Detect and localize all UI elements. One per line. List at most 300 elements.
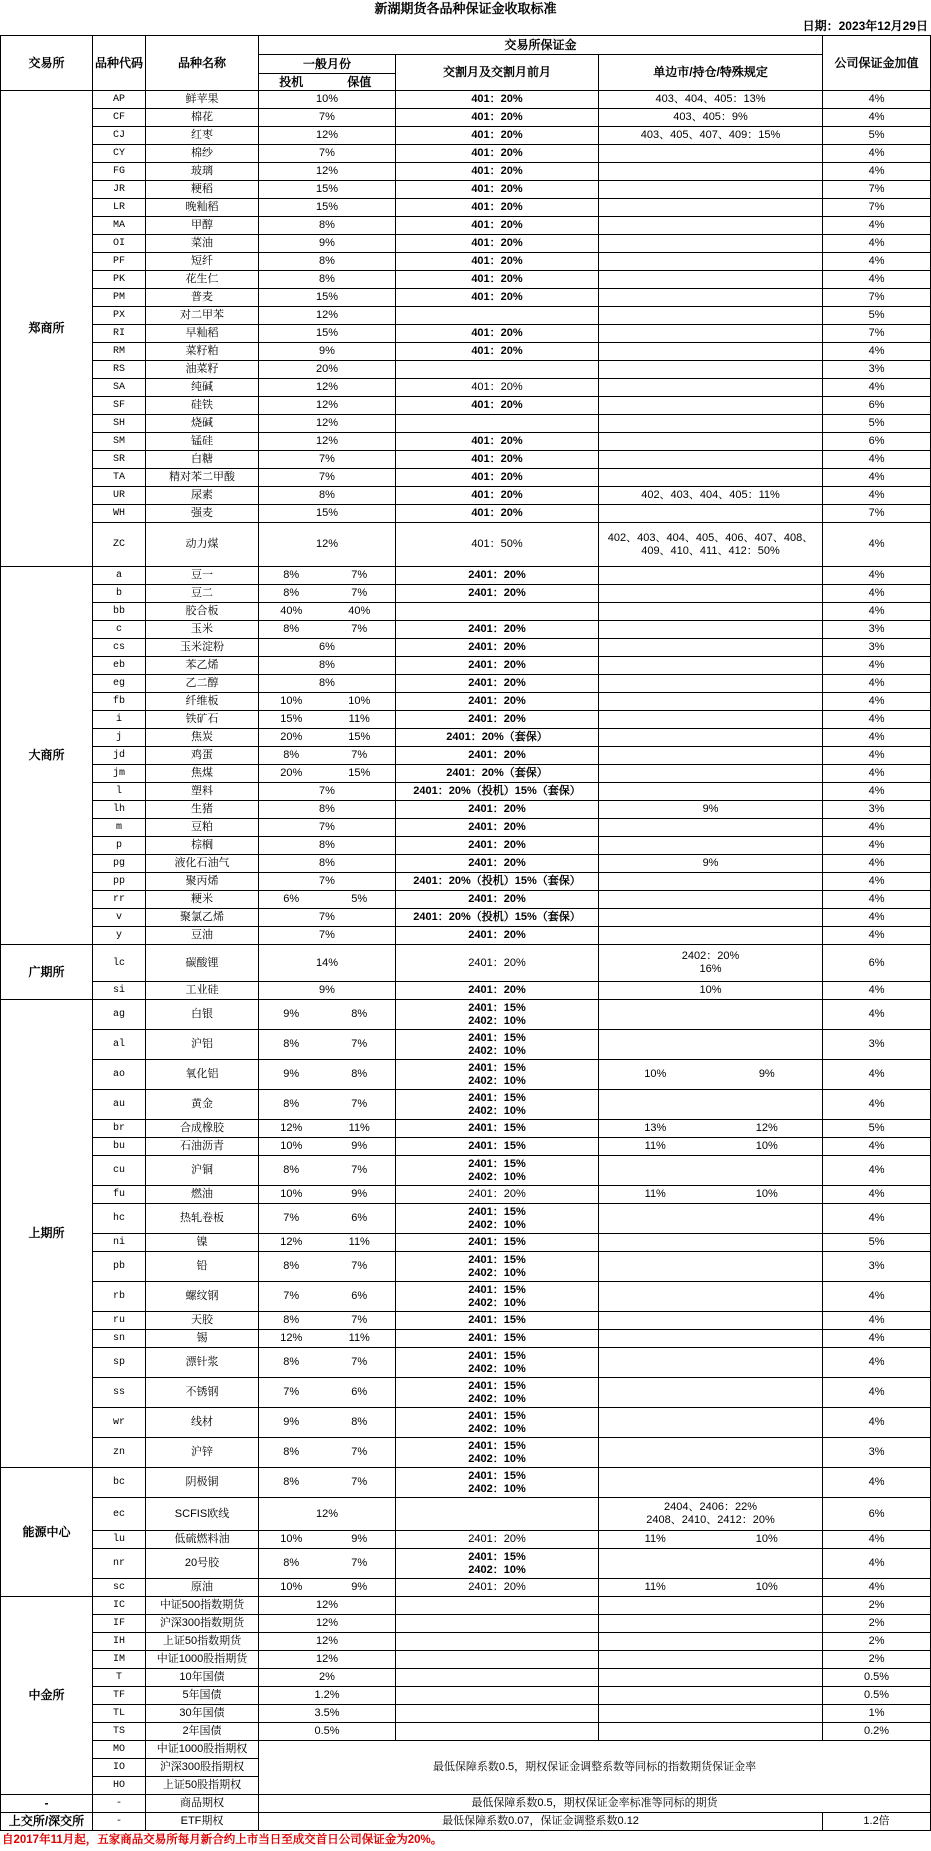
delivery-line: 2401：15%	[468, 1061, 526, 1074]
general-margin: 10%	[259, 91, 396, 109]
product-row	[1, 433, 931, 451]
product-code: ss	[93, 1378, 146, 1408]
product-name: 晚籼稻	[146, 199, 259, 217]
delivery-month-margin	[396, 783, 599, 801]
exchange-name: -	[1, 1795, 93, 1813]
product-name: 棉纱	[146, 145, 259, 163]
product-name: 精对苯二甲酸	[146, 469, 259, 487]
special-margin	[599, 1090, 823, 1120]
product-code: UR	[93, 487, 146, 505]
product-name: 不锈钢	[146, 1378, 259, 1408]
company-margin-addon: 4%	[823, 1468, 931, 1498]
product-row	[1, 837, 931, 855]
product-row	[1, 1615, 931, 1633]
special-margin	[599, 1378, 823, 1408]
delivery-line: 2402：10%	[468, 1266, 526, 1279]
options-margin-note: 最低保障系数0.5，期权保证金率标准等同标的期货	[259, 1795, 931, 1813]
general-margin: 15%	[259, 199, 396, 217]
delivery-line: 2401：15%	[468, 1550, 526, 1563]
special-margin	[599, 801, 823, 819]
product-row	[1, 217, 931, 235]
special-margin	[599, 909, 823, 927]
special-margin	[599, 397, 823, 415]
speculation-margin: 20%	[259, 729, 324, 747]
company-margin-addon: 3%	[823, 1252, 931, 1282]
general-margin: 12%	[259, 307, 396, 325]
delivery-line: 2401：15%	[468, 1122, 526, 1134]
product-code: SF	[93, 397, 146, 415]
product-code: IH	[93, 1633, 146, 1651]
company-margin-addon: 4%	[823, 982, 931, 1000]
company-margin-addon: 4%	[823, 91, 931, 109]
delivery-line: 2402：10%	[468, 1014, 526, 1027]
general-margin: 0.5%	[259, 1723, 396, 1741]
delivery-month-margin	[396, 693, 599, 711]
product-code: b	[93, 585, 146, 603]
special-margin	[599, 433, 823, 451]
product-code: ec	[93, 1498, 146, 1531]
hedge-margin: 7%	[324, 585, 396, 603]
hedge-margin: 15%	[324, 765, 396, 783]
delivery-month-margin	[396, 1408, 599, 1438]
special-margin	[599, 639, 823, 657]
delivery-line: 2402：10%	[468, 1296, 526, 1309]
delivery-line: 2401：20%	[468, 956, 526, 969]
product-row	[1, 567, 931, 585]
company-margin-addon: 4%	[823, 1312, 931, 1330]
delivery-line: 2401：15%	[468, 1253, 526, 1266]
special-margin	[599, 1651, 823, 1669]
delivery-line: 2401：15%	[468, 1379, 526, 1392]
company-margin-addon: 4%	[823, 109, 931, 127]
speculation-margin: 8%	[259, 585, 324, 603]
hedge-margin: 7%	[324, 1312, 396, 1330]
hedge-margin: 7%	[324, 1348, 396, 1378]
company-margin-addon: 2%	[823, 1651, 931, 1669]
product-code: RS	[93, 361, 146, 379]
product-name: 菜籽粕	[146, 343, 259, 361]
product-name: 花生仁	[146, 271, 259, 289]
product-row	[1, 163, 931, 181]
product-row	[1, 1651, 931, 1669]
company-margin-addon: 7%	[823, 505, 931, 523]
special-margin	[599, 585, 823, 603]
sheet-date: 日期：2023年12月29日	[802, 19, 928, 33]
product-name: 胶合板	[146, 603, 259, 621]
hedge-margin: 40%	[324, 603, 396, 621]
general-margin: 14%	[259, 945, 396, 982]
product-name: 棉花	[146, 109, 259, 127]
product-code: sp	[93, 1348, 146, 1378]
special-line: 2408、2410、2412：20%	[646, 1514, 775, 1526]
delivery-line: 401：20%	[471, 273, 523, 285]
product-row	[1, 235, 931, 253]
product-name: 玻璃	[146, 163, 259, 181]
delivery-line: 401：20%	[471, 129, 523, 141]
product-code: -	[93, 1795, 146, 1813]
company-margin-addon: 6%	[823, 1498, 931, 1531]
product-name: 漂针浆	[146, 1348, 259, 1378]
delivery-month-margin	[396, 163, 599, 181]
hedge-margin: 7%	[324, 747, 396, 765]
delivery-line: 401：20%	[471, 147, 523, 159]
product-row	[1, 1813, 931, 1831]
company-margin-addon: 4%	[823, 891, 931, 909]
product-row	[1, 1204, 931, 1234]
product-row	[1, 1234, 931, 1252]
product-code: T	[93, 1669, 146, 1687]
product-row	[1, 361, 931, 379]
product-name: 玉米淀粉	[146, 639, 259, 657]
delivery-month-margin	[396, 1000, 599, 1030]
speculation-margin: 10%	[259, 1531, 324, 1549]
general-margin: 12%	[259, 379, 396, 397]
product-code: lc	[93, 945, 146, 982]
delivery-month-margin	[396, 675, 599, 693]
hedge-margin: 7%	[324, 1252, 396, 1282]
product-name: 合成橡胶	[146, 1120, 259, 1138]
company-margin-addon: 0.5%	[823, 1669, 931, 1687]
special-margin	[599, 253, 823, 271]
delivery-month-margin	[396, 433, 599, 451]
delivery-line: 2401：15%	[468, 1332, 526, 1344]
general-margin: 8%	[259, 837, 396, 855]
product-name: 粳米	[146, 891, 259, 909]
product-code: wr	[93, 1408, 146, 1438]
delivery-line: 2402：10%	[468, 1563, 526, 1576]
product-row	[1, 469, 931, 487]
delivery-month-margin	[396, 909, 599, 927]
delivery-line: 401：20%	[471, 453, 523, 465]
delivery-month-margin	[396, 621, 599, 639]
special-margin	[599, 415, 823, 433]
product-code: RM	[93, 343, 146, 361]
speculation-margin: 8%	[259, 1312, 324, 1330]
delivery-month-margin	[396, 873, 599, 891]
special-margin	[599, 145, 823, 163]
delivery-line: 2401：20%	[468, 749, 526, 761]
product-row	[1, 1498, 931, 1531]
general-margin: 15%	[259, 181, 396, 199]
product-code: v	[93, 909, 146, 927]
product-row	[1, 91, 931, 109]
exchange-name: 上期所	[1, 1000, 93, 1468]
company-margin-addon: 4%	[823, 855, 931, 873]
delivery-line: 2401：15%	[468, 1283, 526, 1296]
special-margin	[599, 1312, 823, 1330]
general-margin: 7%	[259, 783, 396, 801]
hedge-margin: 11%	[324, 711, 396, 729]
speculation-margin: 10%	[259, 1186, 324, 1204]
special-margin-b: 12%	[712, 1120, 823, 1138]
product-code: cu	[93, 1156, 146, 1186]
special-margin	[599, 927, 823, 945]
product-code: TS	[93, 1723, 146, 1741]
special-margin	[599, 1408, 823, 1438]
special-margin	[599, 307, 823, 325]
product-name: 螺纹钢	[146, 1282, 259, 1312]
product-row	[1, 379, 931, 397]
product-row	[1, 711, 931, 729]
company-margin-addon: 4%	[823, 783, 931, 801]
company-margin-addon: 4%	[823, 1378, 931, 1408]
special-margin-a: 11%	[599, 1579, 712, 1597]
product-row	[1, 1438, 931, 1468]
company-margin-addon: 5%	[823, 1234, 931, 1252]
hedge-margin: 11%	[324, 1234, 396, 1252]
product-row	[1, 451, 931, 469]
delivery-month-margin	[396, 253, 599, 271]
product-code: CY	[93, 145, 146, 163]
product-code: al	[93, 1030, 146, 1060]
delivery-line: 401：50%	[471, 538, 523, 550]
product-code: PK	[93, 271, 146, 289]
special-margin	[599, 747, 823, 765]
product-name: 沪铜	[146, 1156, 259, 1186]
company-margin-addon: 7%	[823, 289, 931, 307]
product-name: 锰硅	[146, 433, 259, 451]
delivery-line: 2401：20%	[468, 839, 526, 851]
delivery-line: 401：20%	[471, 381, 523, 393]
company-margin-addon: 5%	[823, 127, 931, 145]
product-name: 白糖	[146, 451, 259, 469]
hedge-margin: 7%	[324, 1030, 396, 1060]
product-row	[1, 1579, 931, 1597]
special-margin	[599, 729, 823, 747]
general-margin: 20%	[259, 361, 396, 379]
company-margin-addon: 4%	[823, 1204, 931, 1234]
delivery-line: 2401：15%	[468, 1140, 526, 1152]
product-name: 普麦	[146, 289, 259, 307]
product-name: 红枣	[146, 127, 259, 145]
delivery-month-margin	[396, 271, 599, 289]
product-code: LR	[93, 199, 146, 217]
product-code: IC	[93, 1597, 146, 1615]
general-margin: 9%	[259, 235, 396, 253]
delivery-month-margin	[396, 603, 599, 621]
product-code: ru	[93, 1312, 146, 1330]
exchange-name: 大商所	[1, 567, 93, 945]
product-row	[1, 343, 931, 361]
product-code: bc	[93, 1468, 146, 1498]
product-row	[1, 253, 931, 271]
product-name: 石油沥青	[146, 1138, 259, 1156]
delivery-line: 401：20%	[471, 471, 523, 483]
product-code: MO	[93, 1741, 146, 1759]
delivery-month-margin	[396, 729, 599, 747]
hedge-margin: 8%	[324, 1408, 396, 1438]
hedge-margin: 7%	[324, 1549, 396, 1579]
product-code: PM	[93, 289, 146, 307]
product-code: ag	[93, 1000, 146, 1030]
company-margin-addon: 6%	[823, 397, 931, 415]
general-margin: 8%	[259, 657, 396, 675]
special-margin	[599, 325, 823, 343]
delivery-month-margin	[396, 1282, 599, 1312]
special-margin	[599, 819, 823, 837]
delivery-month-margin	[396, 1234, 599, 1252]
product-row	[1, 415, 931, 433]
speculation-margin: 7%	[259, 1282, 324, 1312]
product-code: IM	[93, 1651, 146, 1669]
product-code: m	[93, 819, 146, 837]
special-line: 9%	[702, 857, 719, 869]
product-name: 豆一	[146, 567, 259, 585]
delivery-month-margin	[396, 855, 599, 873]
hedge-margin: 7%	[324, 621, 396, 639]
product-code: p	[93, 837, 146, 855]
delivery-month-margin	[396, 945, 599, 982]
delivery-line: 2401：20%（投机）15%（套保）	[413, 911, 581, 923]
special-margin-b: 10%	[712, 1531, 823, 1549]
product-name: 硅铁	[146, 397, 259, 415]
delivery-month-margin	[396, 289, 599, 307]
delivery-line: 2401：15%	[468, 1205, 526, 1218]
delivery-line: 401：20%	[471, 435, 523, 447]
speculation-margin: 10%	[259, 1579, 324, 1597]
product-code: FG	[93, 163, 146, 181]
hedge-margin: 10%	[324, 693, 396, 711]
delivery-line: 2401：20%	[468, 857, 526, 869]
product-code: jm	[93, 765, 146, 783]
product-code: PF	[93, 253, 146, 271]
special-line: 409、410、411、412：50%	[641, 544, 780, 557]
speculation-margin: 8%	[259, 1090, 324, 1120]
product-code: lh	[93, 801, 146, 819]
speculation-margin: 15%	[259, 711, 324, 729]
company-margin-addon: 2%	[823, 1597, 931, 1615]
delivery-month-margin	[396, 1312, 599, 1330]
product-row	[1, 487, 931, 505]
delivery-month-margin	[396, 567, 599, 585]
special-margin	[599, 289, 823, 307]
product-row	[1, 523, 931, 567]
delivery-line: 2401：20%	[468, 677, 526, 689]
company-margin-addon: 3%	[823, 1438, 931, 1468]
general-margin: 8%	[259, 675, 396, 693]
special-margin-a: 11%	[599, 1186, 712, 1204]
hedge-margin: 9%	[324, 1186, 396, 1204]
header-speculation: 投机	[259, 74, 324, 91]
speculation-margin: 8%	[259, 621, 324, 639]
product-row	[1, 909, 931, 927]
product-name: 黄金	[146, 1090, 259, 1120]
product-row	[1, 1312, 931, 1330]
special-margin-b: 10%	[712, 1579, 823, 1597]
product-code: rb	[93, 1282, 146, 1312]
delivery-month-margin	[396, 1651, 599, 1669]
speculation-margin: 8%	[259, 1030, 324, 1060]
delivery-line: 2401：20%	[468, 893, 526, 905]
product-row	[1, 1030, 931, 1060]
special-margin	[599, 1549, 823, 1579]
product-name: 棕榈	[146, 837, 259, 855]
delivery-month-margin	[396, 1348, 599, 1378]
general-margin: 7%	[259, 469, 396, 487]
special-margin	[599, 91, 823, 109]
product-code: TF	[93, 1687, 146, 1705]
product-code: CJ	[93, 127, 146, 145]
product-name: 商品期权	[146, 1795, 259, 1813]
delivery-month-margin	[396, 1030, 599, 1060]
product-name: 液化石油气	[146, 855, 259, 873]
header-special-rules: 单边市/持仓/特殊规定	[599, 55, 823, 91]
company-margin-addon: 4%	[823, 1186, 931, 1204]
delivery-line: 2401：15%	[468, 1314, 526, 1326]
product-row	[1, 1597, 931, 1615]
delivery-month-margin	[396, 523, 599, 567]
product-name: 沪深300股指期权	[146, 1759, 259, 1777]
special-margin	[599, 1030, 823, 1060]
special-margin	[599, 1204, 823, 1234]
delivery-month-margin	[396, 1687, 599, 1705]
general-margin: 12%	[259, 415, 396, 433]
special-margin-a: 13%	[599, 1120, 712, 1138]
speculation-margin: 10%	[259, 693, 324, 711]
special-margin	[599, 1348, 823, 1378]
product-name: 焦煤	[146, 765, 259, 783]
special-margin	[599, 1633, 823, 1651]
delivery-month-margin	[396, 1669, 599, 1687]
special-margin-b: 10%	[712, 1138, 823, 1156]
product-code: l	[93, 783, 146, 801]
delivery-line: 2401：20%	[468, 659, 526, 671]
special-margin	[599, 982, 823, 1000]
product-name: 聚丙烯	[146, 873, 259, 891]
product-name: 燃油	[146, 1186, 259, 1204]
special-margin	[599, 567, 823, 585]
options-margin-note: 最低保障系数0.5，期权保证金调整系数等同标的指数期货保证金率	[259, 1741, 931, 1795]
product-name: 阴极铜	[146, 1468, 259, 1498]
product-row	[1, 1348, 931, 1378]
general-margin: 6%	[259, 639, 396, 657]
product-name: 沪深300指数期货	[146, 1615, 259, 1633]
product-name: 短纤	[146, 253, 259, 271]
product-code: lu	[93, 1531, 146, 1549]
company-margin-addon: 4%	[823, 343, 931, 361]
product-code: br	[93, 1120, 146, 1138]
delivery-month-margin	[396, 1330, 599, 1348]
product-code: SM	[93, 433, 146, 451]
special-margin	[599, 693, 823, 711]
general-margin: 12%	[259, 523, 396, 567]
product-row	[1, 145, 931, 163]
delivery-month-margin	[396, 927, 599, 945]
product-code: RI	[93, 325, 146, 343]
product-row	[1, 1669, 931, 1687]
product-code: JR	[93, 181, 146, 199]
delivery-line: 401：20%	[471, 201, 523, 213]
hedge-margin: 8%	[324, 1060, 396, 1090]
product-code: WH	[93, 505, 146, 523]
company-margin-addon: 4%	[823, 1348, 931, 1378]
company-margin-addon: 4%	[823, 1282, 931, 1312]
company-margin-addon: 4%	[823, 927, 931, 945]
product-name: 10年国债	[146, 1669, 259, 1687]
special-margin	[599, 873, 823, 891]
product-row	[1, 801, 931, 819]
special-margin	[599, 1000, 823, 1030]
product-code: j	[93, 729, 146, 747]
product-name: 低硫燃料油	[146, 1531, 259, 1549]
company-margin-addon: 0.2%	[823, 1723, 931, 1741]
delivery-month-margin	[396, 1438, 599, 1468]
product-code: TA	[93, 469, 146, 487]
product-row	[1, 873, 931, 891]
special-line: 16%	[699, 963, 722, 975]
hedge-margin: 7%	[324, 1090, 396, 1120]
product-name: 苯乙烯	[146, 657, 259, 675]
